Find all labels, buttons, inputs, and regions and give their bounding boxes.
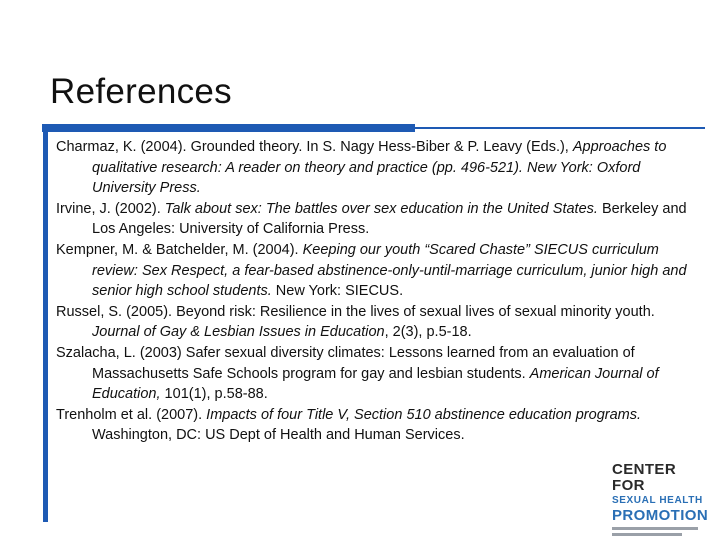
reference-text: Irvine, J. (2002). [56, 200, 165, 217]
reference-text: Szalacha, L. (2003) Safer sexual diversity climates: Lessons learned from an evaluation of Massachusetts Safe Schools program for gay and lesbian students. [56, 344, 635, 382]
title-accent-line [415, 127, 705, 129]
reference-entry [56, 199, 696, 240]
reference-list [56, 137, 696, 446]
slide-title: References [50, 72, 232, 111]
reference-entry [56, 302, 696, 343]
reference-text: 101(1), p.58-88. [160, 386, 268, 403]
logo-line-3: PROMOTION [612, 507, 709, 524]
reference-entry [56, 137, 696, 199]
reference-italic-text: Journal of Gay & Lesbian Issues in Education [92, 324, 385, 341]
reference-italic-text: Keeping our youth “Scared Chaste” SIECUS curriculum review: Sex Respect, a fear-based abstinence-only-until-marriage curriculum, junior high and senior high school students. [92, 241, 687, 300]
logo-fine-print [612, 533, 682, 536]
reference-text: Kempner, M. & Batchelder, M. (2004). [56, 241, 303, 258]
logo-line-2: SEXUAL HEALTH [612, 495, 703, 506]
reference-entry [56, 405, 696, 446]
reference-text: Berkeley and Los Angeles: University of California Press. [92, 200, 687, 238]
reference-text: Washington, DC: US Dept of Health and Human Services. [92, 427, 465, 444]
reference-text: , 2(3), p.5-18. [384, 324, 472, 341]
reference-entry [56, 240, 696, 302]
reference-italic-text: Approaches to qualitative research: A reader on theory and practice (pp. 496-521). New York: Oxford University Press. [92, 139, 667, 197]
reference-text: Trenholm et al. (2007). [56, 406, 207, 423]
center-for-sexual-health-promotion-logo [612, 462, 712, 536]
reference-italic-text: American Journal of Education, [92, 365, 659, 403]
reference-text: New York: SIECUS. [271, 283, 404, 300]
logo-fine-print [612, 527, 698, 530]
reference-italic-text: Talk about sex: The battles over sex education in the United States. [164, 200, 598, 217]
reference-text: Russel, S. (2005). Beyond risk: Resilience in the lives of sexual lives of sexual minority youth. [56, 303, 655, 320]
reference-italic-text: Impacts of four Title V, Section 510 abstinence education programs. [206, 406, 642, 423]
logo-line-1: CENTER FOR [612, 461, 677, 494]
title-accent-bar [42, 124, 415, 132]
reference-text: Charmaz, K. (2004). Grounded theory. In S. Nagy Hess-Biber & P. Leavy (Eds.), [56, 139, 573, 155]
reference-entry [56, 343, 696, 405]
left-accent-rule [43, 124, 48, 522]
